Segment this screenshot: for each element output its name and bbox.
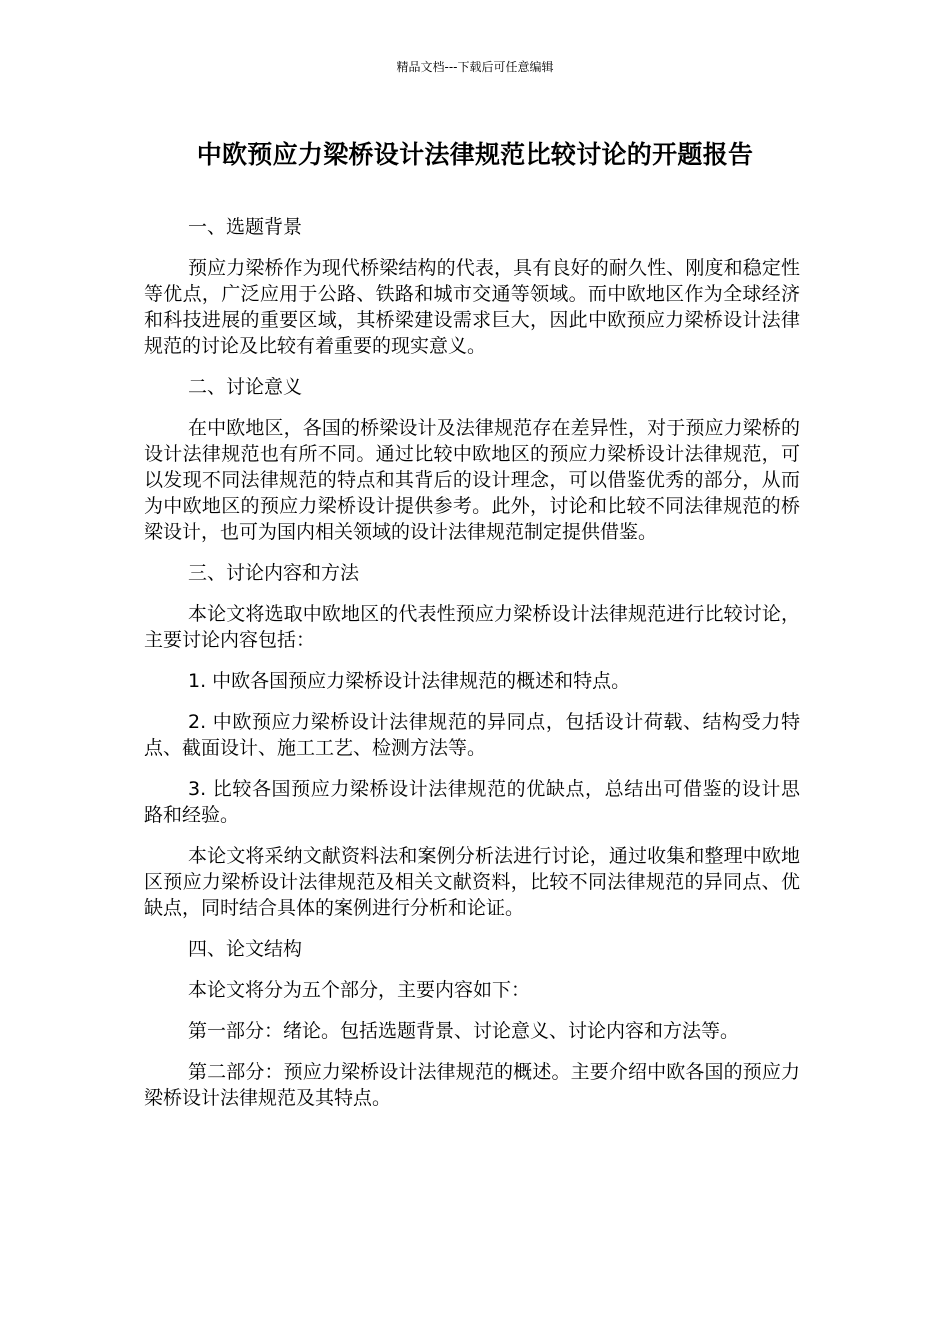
- paragraph-structure-intro: 本论文将分为五个部分，主要内容如下：: [188, 979, 531, 1001]
- list-item-1: 1. 中欧各国预应力梁桥设计法律规范的概述和特点。: [188, 670, 631, 692]
- paragraph-background: 预应力梁桥作为现代桥梁结构的代表，具有良好的耐久性、刚度和稳定性等优点，广泛应用于公路、铁路和城市交通等领域。而中欧地区作为全球经济和科技进展的重要区域，其桥梁建设需求巨大，因此中欧预应力梁桥设计法律规范的讨论及比较有着重要的现实意义。: [144, 257, 800, 357]
- paragraph-method: 本论文将采纳文献资料法和案例分析法进行讨论，通过收集和整理中欧地区预应力梁桥设计法律规范及相关文献资料，比较不同法律规范的异同点、优缺点，同时结合具体的案例进行分析和论证。: [144, 845, 800, 919]
- section-heading-structure: 四、论文结构: [188, 938, 303, 960]
- list-item-3: 3. 比较各国预应力梁桥设计法律规范的优缺点，总结出可借鉴的设计思路和经验。: [144, 778, 800, 826]
- header-note: 精品文档---下载后可任意编辑: [396, 60, 554, 74]
- paragraph-content-intro: 本论文将选取中欧地区的代表性预应力梁桥设计法律规范进行比较讨论，主要讨论内容包括：: [144, 603, 800, 651]
- list-item-2: 2. 中欧预应力梁桥设计法律规范的异同点，包括设计荷载、结构受力特点、截面设计、施工工艺、检测方法等。: [144, 711, 800, 759]
- document-body: [144, 214, 800, 1126]
- document-title: 中欧预应力梁桥设计法律规范比较讨论的开题报告: [196, 140, 754, 169]
- structure-part-2: 第二部分：预应力梁桥设计法律规范的概述。主要介绍中欧各国的预应力梁桥设计法律规范及其特点。: [144, 1061, 800, 1109]
- section-heading-background: 一、选题背景: [188, 216, 303, 238]
- section-heading-content-method: 三、讨论内容和方法: [188, 562, 360, 584]
- structure-part-1: 第一部分：绪论。包括选题背景、讨论意义、讨论内容和方法等。: [188, 1020, 740, 1042]
- paragraph-significance: 在中欧地区，各国的桥梁设计及法律规范存在差异性，对于预应力梁桥的设计法律规范也有所不同。通过比较中欧地区的预应力梁桥设计法律规范，可以发现不同法律规范的特点和其背后的设计理念，可以借鉴优秀的部分，从而为中欧地区的预应力梁桥设计提供参考。此外，讨论和比较不同法律规范的桥梁设计，也可为国内相关领域的设计法律规范制定提供借鉴。: [144, 417, 800, 543]
- section-heading-significance: 二、讨论意义: [188, 376, 303, 398]
